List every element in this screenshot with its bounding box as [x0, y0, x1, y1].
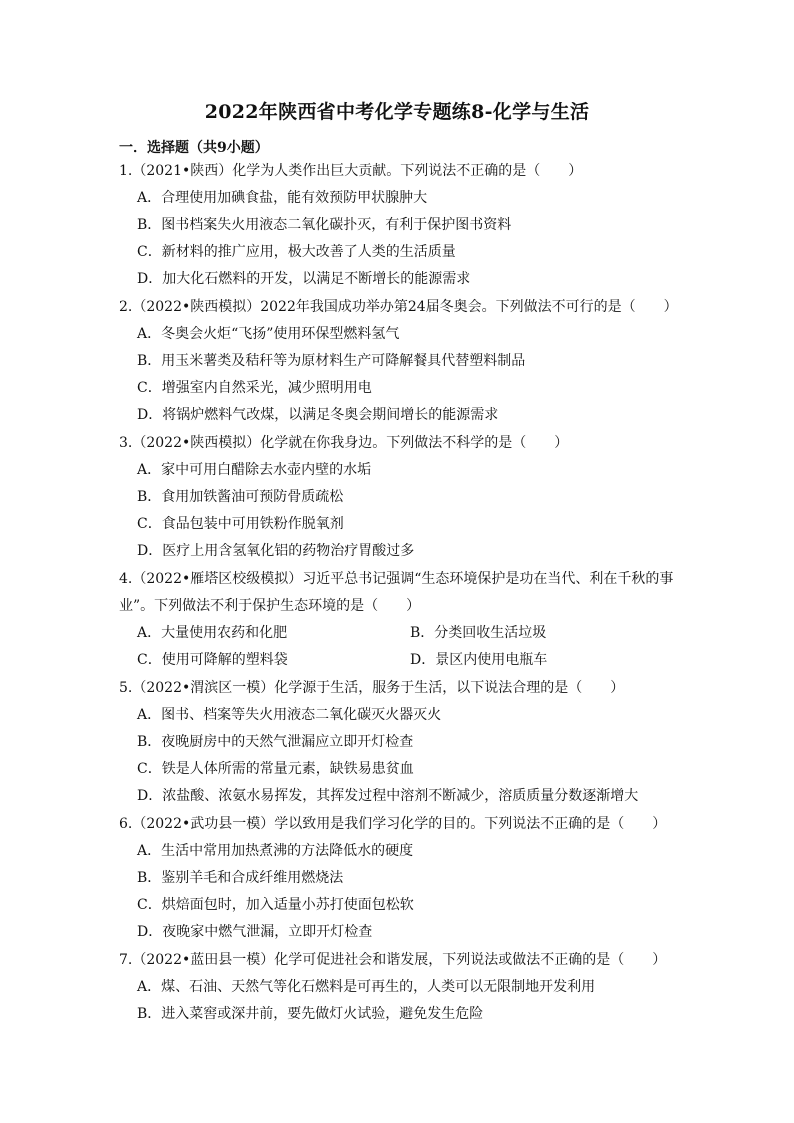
question-5-option-b: B．夜晚厨房中的天然气泄漏应立即开灯检查	[137, 734, 414, 750]
section-heading: 一．选择题（共9小题）	[119, 140, 269, 156]
question-3-option-c: C．食品包装中可用铁粉作脱氧剂	[137, 516, 344, 532]
question-1-option-a: A．合理使用加碘食盐，能有效预防甲状腺肿大	[137, 190, 428, 206]
question-1-stem: 1.（2021•陕西）化学为人类作出巨大贡献。下列说法不正确的是（ ）	[119, 163, 583, 179]
question-6-option-a: A．生活中常用加热煮沸的方法降低水的硬度	[137, 843, 414, 859]
question-2-option-a: A．冬奥会火炬“飞扬”使用环保型燃料氢气	[137, 326, 400, 342]
question-3-option-d: D．医疗上用含氢氧化铝的药物治疗胃酸过多	[137, 543, 415, 559]
question-7-option-b: B．进入菜窖或深井前，要先做灯火试验，避免发生危险	[137, 1006, 484, 1022]
question-6-option-d: D．夜晚家中燃气泄漏，立即开灯检查	[137, 924, 373, 940]
question-5-option-d: D．浓盐酸、浓氨水易挥发，其挥发过程中溶剂不断减少，溶质质量分数逐渐增大	[137, 788, 639, 804]
question-4-stem: 4.（2022•雁塔区校级模拟）习近平总书记强调“生态环境保护是功在当代、利在千秋的事	[119, 571, 674, 587]
question-6-option-c: C．烘焙面包时，加入适量小苏打使面包松软	[137, 897, 414, 913]
question-5-option-c: C．铁是人体所需的常量元素，缺铁易患贫血	[137, 761, 414, 777]
question-1-option-c: C．新材料的推广应用，极大改善了人类的生活质量	[137, 244, 456, 260]
question-3-stem: 3.（2022•陕西模拟）化学就在你我身边。下列做法不科学的是（ ）	[119, 435, 569, 451]
question-4-option-a: A．大量使用农药和化肥	[137, 625, 288, 641]
question-4-option-d: D．景区内使用电瓶车	[410, 652, 548, 668]
question-4-stem-continued: 业”。下列做法不利于保护生态环境的是（ ）	[119, 598, 421, 614]
question-7-option-a: A．煤、石油、天然气等化石燃料是可再生的，人类可以无限制地开发利用	[137, 979, 596, 995]
question-4-option-b: B．分类回收生活垃圾	[410, 625, 547, 641]
question-2-option-d: D．将锅炉燃料气改煤，以满足冬奥会期间增长的能源需求	[137, 407, 499, 423]
question-2-option-c: C．增强室内自然采光，减少照明用电	[137, 380, 372, 396]
question-6-option-b: B．鉴别羊毛和合成纤维用燃烧法	[137, 870, 344, 886]
question-3-option-b: B．食用加铁酱油可预防骨质疏松	[137, 489, 344, 505]
question-1-option-d: D．加大化石燃料的开发，以满足不断增长的能源需求	[137, 271, 471, 287]
question-5-option-a: A．图书、档案等失火用液态二氧化碳灭火器灭火	[137, 707, 442, 723]
question-4-option-c: C．使用可降解的塑料袋	[137, 652, 288, 668]
page-title: 2022年陕西省中考化学专题练8-化学与生活	[204, 101, 590, 123]
question-5-stem: 5.（2022•渭滨区一模）化学源于生活，服务于生活，以下说法合理的是（ ）	[119, 680, 625, 696]
question-7-stem: 7.（2022•蓝田县一模）化学可促进社会和谐发展，下列说法或做法不正确的是（ ）	[119, 952, 667, 968]
question-2-stem: 2.（2022•陕西模拟）2022年我国成功举办第24届冬奥会。下列做法不可行的是（ ）	[119, 299, 678, 315]
question-3-option-a: A．家中可用白醋除去水壶内壁的水垢	[137, 462, 372, 478]
question-2-option-b: B．用玉米薯类及秸秆等为原材料生产可降解餐具代替塑料制品	[137, 353, 526, 369]
question-6-stem: 6.（2022•武功县一模）学以致用是我们学习化学的目的。下列说法不正确的是（ ）	[119, 816, 667, 832]
question-1-option-b: B．图书档案失火用液态二氧化碳扑灭，有利于保护图书资料	[137, 217, 512, 233]
